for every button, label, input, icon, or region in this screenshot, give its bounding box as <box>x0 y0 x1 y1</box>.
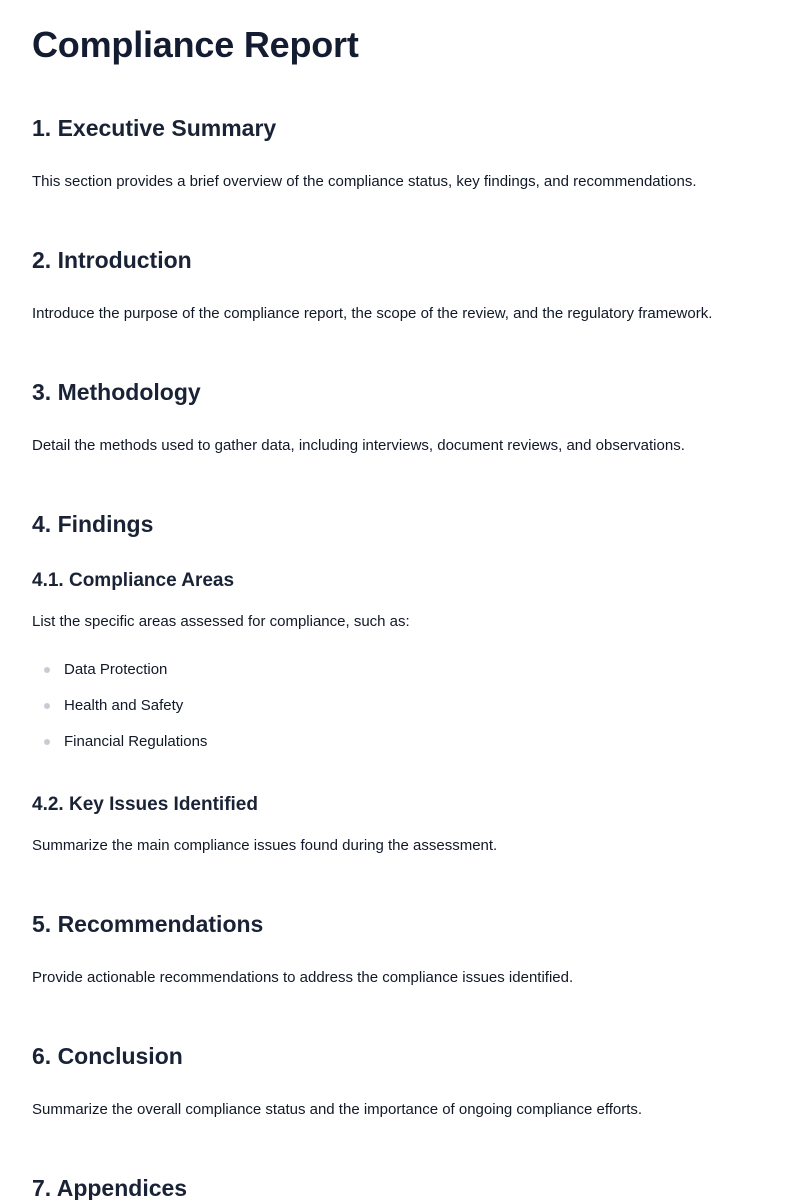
list-item <box>32 732 207 752</box>
bullet-icon <box>44 667 50 673</box>
heading-key-issues: 4.2. Key Issues Identified <box>32 794 258 815</box>
text-conclusion: Summarize the overall compliance status and the importance of ongoing compliance efforts. <box>32 1101 643 1118</box>
heading-appendices: 7. Appendices <box>32 1175 188 1200</box>
text-compliance-areas: List the specific areas assessed for compliance, such as: <box>32 613 410 630</box>
text-executive-summary: This section provides a brief overview of the compliance status, key findings, and recommendations. <box>32 173 697 190</box>
heading-compliance-areas: 4.1. Compliance Areas <box>32 570 235 591</box>
list-item-label: Data Protection <box>64 661 168 678</box>
list-item-label: Financial Regulations <box>64 733 208 750</box>
bullet-icon <box>44 703 50 709</box>
bullet-icon <box>44 739 50 745</box>
text-methodology: Detail the methods used to gather data, including interviews, document reviews, and observations. <box>32 437 685 454</box>
heading-executive-summary: 1. Executive Summary <box>32 115 277 141</box>
text-key-issues: Summarize the main compliance issues found during the assessment. <box>32 837 498 854</box>
text-recommendations: Provide actionable recommendations to address the compliance issues identified. <box>32 969 574 986</box>
heading-conclusion: 6. Conclusion <box>32 1043 183 1069</box>
page-title: Compliance Report <box>32 24 359 65</box>
heading-introduction: 2. Introduction <box>32 247 192 273</box>
text-introduction: Introduce the purpose of the compliance report, the scope of the review, and the regulatory framework. <box>32 305 713 322</box>
list-item-label: Health and Safety <box>64 697 184 714</box>
heading-findings: 4. Findings <box>32 511 154 537</box>
heading-methodology: 3. Methodology <box>32 379 201 405</box>
list-item <box>32 660 167 680</box>
list-item <box>32 696 183 716</box>
heading-recommendations: 5. Recommendations <box>32 911 264 937</box>
